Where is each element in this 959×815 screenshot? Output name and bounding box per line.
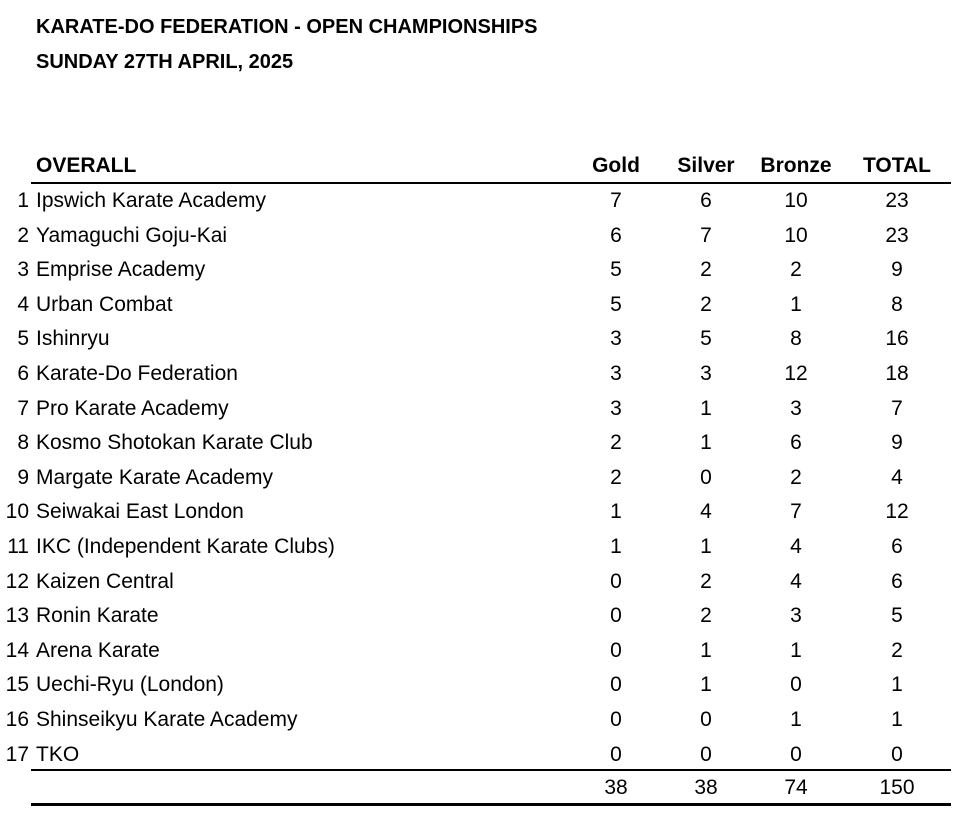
rank-cell: 14: [5, 638, 29, 662]
club-name-cell: Uechi-Ryu (London): [36, 673, 224, 697]
page-title: KARATE-DO FEDERATION - OPEN CHAMPIONSHIPS: [36, 16, 538, 38]
total-count-cell: 6: [891, 569, 903, 593]
club-name-cell: Ipswich Karate Academy: [36, 189, 266, 212]
silver-count-cell: 0: [700, 742, 712, 766]
silver-count-cell: 1: [700, 535, 712, 558]
gold-count-cell: 2: [610, 431, 622, 455]
table-row: [0, 426, 959, 460]
rank-cell: 12: [5, 569, 29, 593]
bronze-count-cell: 0: [790, 673, 802, 697]
table-row: [0, 357, 959, 391]
club-name-cell: IKC (Independent Karate Clubs): [36, 535, 335, 558]
gold-count-cell: 3: [610, 396, 622, 420]
total-count-cell: 5: [891, 604, 903, 628]
total-gold: 38: [604, 776, 628, 799]
table-row: [0, 738, 959, 772]
total-count-cell: 23: [885, 223, 909, 247]
rank-cell: 7: [17, 396, 29, 420]
bronze-count-cell: 10: [784, 223, 808, 247]
table-row: [0, 184, 959, 218]
club-name-cell: Ishinryu: [36, 327, 110, 351]
table-row: [0, 565, 959, 599]
gold-count-cell: 6: [610, 223, 622, 247]
total-count-cell: 8: [891, 292, 903, 316]
club-name-cell: Ronin Karate: [36, 604, 159, 628]
total-bronze: 74: [784, 776, 808, 799]
bottom-double-rule: [31, 803, 951, 806]
total-silver: 38: [694, 776, 718, 799]
bronze-count-cell: 3: [790, 396, 802, 420]
silver-count-cell: 1: [700, 673, 712, 697]
bronze-count-cell: 3: [790, 604, 802, 628]
silver-count-cell: 4: [700, 500, 712, 524]
column-header-gold: Gold: [592, 154, 640, 177]
bronze-count-cell: 10: [784, 189, 808, 212]
bronze-count-cell: 8: [790, 327, 802, 351]
gold-count-cell: 1: [610, 535, 622, 558]
column-header-silver: Silver: [677, 154, 735, 177]
rank-cell: 9: [17, 465, 29, 489]
gold-count-cell: 2: [610, 465, 622, 489]
club-name-cell: Margate Karate Academy: [36, 465, 273, 489]
club-name-cell: Yamaguchi Goju-Kai: [36, 223, 228, 247]
club-name-cell: Pro Karate Academy: [36, 396, 229, 420]
rank-cell: 10: [5, 500, 29, 524]
table-header-row: [0, 149, 959, 183]
table-row: [0, 392, 959, 426]
rank-cell: 17: [5, 742, 29, 766]
bronze-count-cell: 6: [790, 431, 802, 455]
rank-cell: 2: [17, 223, 29, 247]
rank-cell: 15: [5, 673, 29, 697]
total-count-cell: 23: [885, 189, 909, 212]
rank-cell: 16: [5, 708, 29, 731]
bronze-count-cell: 2: [790, 258, 802, 282]
page-subtitle-date: SUNDAY 27TH APRIL, 2025: [36, 51, 294, 73]
rank-cell: 11: [7, 535, 29, 558]
rank-cell: 6: [17, 362, 29, 385]
rank-cell: 3: [17, 258, 29, 282]
total-overall: 150: [879, 776, 915, 799]
table-row: [0, 703, 959, 737]
club-name-cell: TKO: [36, 742, 80, 766]
table-row: [0, 219, 959, 253]
silver-count-cell: 0: [700, 465, 712, 489]
total-count-cell: 6: [891, 535, 903, 558]
silver-count-cell: 2: [700, 604, 712, 628]
club-name-cell: Emprise Academy: [36, 258, 206, 282]
total-count-cell: 9: [891, 258, 903, 282]
gold-count-cell: 0: [610, 742, 622, 766]
rank-cell: 5: [17, 327, 29, 351]
bronze-count-cell: 4: [790, 569, 802, 593]
silver-count-cell: 7: [700, 223, 712, 247]
gold-count-cell: 5: [610, 292, 622, 316]
silver-count-cell: 6: [700, 189, 712, 212]
club-name-cell: Kosmo Shotokan Karate Club: [36, 431, 313, 455]
table-row: [0, 322, 959, 356]
bronze-count-cell: 1: [790, 292, 802, 316]
bronze-count-cell: 1: [790, 638, 802, 662]
club-name-cell: Arena Karate: [36, 638, 160, 662]
silver-count-cell: 1: [700, 431, 712, 455]
table-row: [0, 253, 959, 287]
table-row: [0, 495, 959, 529]
bronze-count-cell: 12: [784, 362, 808, 385]
table-row: [0, 634, 959, 668]
bronze-count-cell: 2: [790, 465, 802, 489]
rank-cell: 8: [17, 431, 29, 455]
silver-count-cell: 5: [700, 327, 712, 351]
gold-count-cell: 3: [610, 327, 622, 351]
rank-cell: 4: [17, 292, 29, 316]
silver-count-cell: 2: [700, 258, 712, 282]
gold-count-cell: 0: [610, 604, 622, 628]
gold-count-cell: 7: [610, 189, 622, 212]
gold-count-cell: 0: [610, 638, 622, 662]
silver-count-cell: 0: [700, 708, 712, 731]
gold-count-cell: 0: [610, 708, 622, 731]
bronze-count-cell: 7: [790, 500, 802, 524]
gold-count-cell: 1: [610, 500, 622, 524]
gold-count-cell: 5: [610, 258, 622, 282]
total-count-cell: 7: [891, 396, 903, 420]
total-count-cell: 2: [891, 638, 903, 662]
column-header-bronze: Bronze: [760, 154, 832, 177]
total-count-cell: 1: [891, 673, 903, 697]
gold-count-cell: 0: [610, 673, 622, 697]
total-count-cell: 18: [885, 362, 909, 385]
total-count-cell: 1: [891, 708, 903, 731]
club-name-cell: Urban Combat: [36, 292, 173, 316]
table-row: [0, 668, 959, 702]
column-header-club: OVERALL: [36, 154, 137, 177]
silver-count-cell: 3: [700, 362, 712, 385]
gold-count-cell: 3: [610, 362, 622, 385]
club-name-cell: Seiwakai East London: [36, 500, 244, 524]
silver-count-cell: 1: [700, 638, 712, 662]
table-row: [0, 288, 959, 322]
club-name-cell: Kaizen Central: [36, 569, 174, 593]
bronze-count-cell: 1: [790, 708, 802, 731]
total-count-cell: 0: [891, 742, 903, 766]
total-count-cell: 9: [891, 431, 903, 455]
table-row: [0, 530, 959, 564]
total-count-cell: 16: [885, 327, 909, 351]
total-count-cell: 4: [891, 465, 903, 489]
rank-cell: 1: [17, 189, 29, 212]
silver-count-cell: 2: [700, 292, 712, 316]
club-name-cell: Karate-Do Federation: [36, 362, 238, 385]
silver-count-cell: 2: [700, 569, 712, 593]
club-name-cell: Shinseikyu Karate Academy: [36, 708, 298, 731]
table-row: [0, 599, 959, 633]
silver-count-cell: 1: [700, 396, 712, 420]
bronze-count-cell: 4: [790, 535, 802, 558]
column-header-total: TOTAL: [862, 154, 932, 177]
gold-count-cell: 0: [610, 569, 622, 593]
table-row: [0, 461, 959, 495]
rank-cell: 13: [5, 604, 29, 628]
totals-row: [0, 771, 959, 805]
bronze-count-cell: 0: [790, 742, 802, 766]
total-count-cell: 12: [885, 500, 909, 524]
